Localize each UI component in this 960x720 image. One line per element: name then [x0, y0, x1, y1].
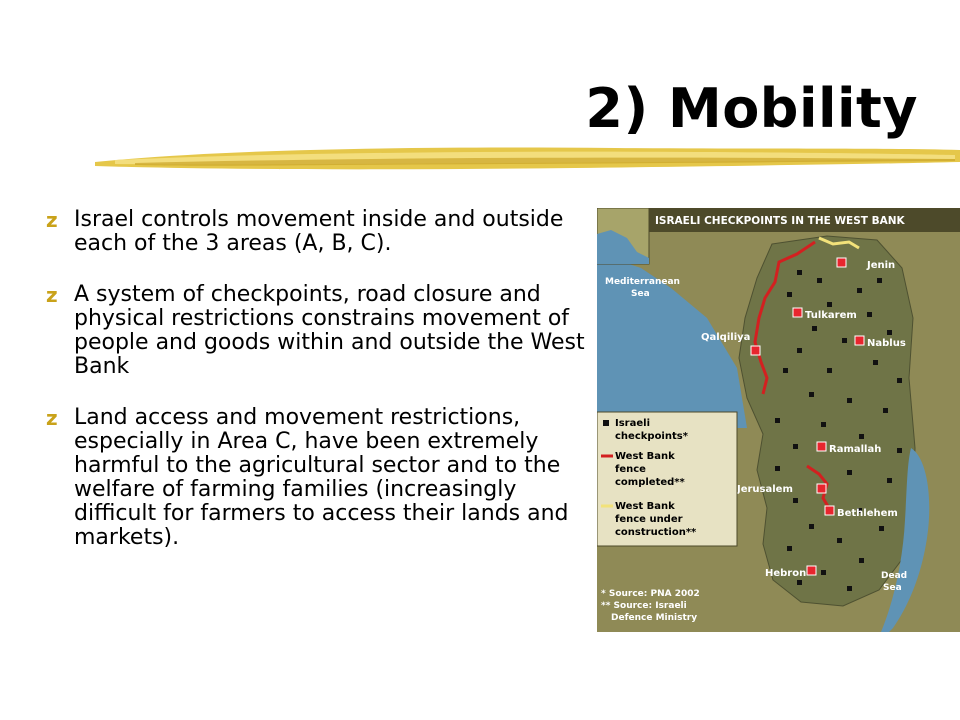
dead-sea-label: Dead — [881, 571, 908, 581]
city-label-jerusalem: Jerusalem — [737, 484, 793, 495]
svg-text:completed**: completed** — [615, 477, 685, 488]
city-label-nablus: Nablus — [867, 338, 906, 349]
bullet-text: Israel controls movement inside and outside each of the 3 areas (A, B, C). — [74, 207, 564, 256]
map-legend — [597, 412, 737, 546]
city-label-tulkarem: Tulkarem — [805, 310, 857, 321]
svg-text:fence under: fence under — [615, 514, 683, 525]
bullet-marker: z — [46, 283, 58, 307]
bullet-item — [46, 208, 586, 256]
title-underline-brush — [95, 140, 960, 176]
bullet-text: A system of checkpoints, road closure and physical restrictions constrains movement of people and goods within and outside the West Bank — [74, 282, 585, 379]
bullet-item — [46, 406, 586, 550]
bullet-list — [46, 208, 586, 577]
map-sources — [601, 589, 700, 623]
dead-sea-label: Sea — [883, 583, 902, 593]
svg-text:checkpoints*: checkpoints* — [615, 431, 688, 442]
checkpoints-map — [597, 208, 960, 632]
map-heading: ISRAELI CHECKPOINTS IN THE WEST BANK — [655, 215, 905, 227]
source-note: ** Source: Israeli — [601, 601, 687, 611]
slide-title: 2) Mobility — [585, 77, 918, 140]
svg-text:fence: fence — [615, 464, 646, 475]
source-note: * Source: PNA 2002 — [601, 589, 700, 599]
source-note: Defence Ministry — [611, 613, 698, 623]
city-label-bethlehem: Bethlehem — [837, 508, 898, 519]
bullet-marker: z — [46, 406, 58, 430]
bullet-text: Land access and movement restrictions, especially in Area C, have been extremely harmful to the agricultural sector and to the welfare of farming families (increasingly difficult for farmers to access their lands and markets). — [74, 405, 569, 550]
west-bank-territory — [739, 236, 915, 606]
city-label-qalqiliya: Qalqiliya — [701, 332, 751, 343]
legend-fence-completed: West Bank — [615, 451, 675, 462]
bullet-item — [46, 283, 586, 379]
city-label-jenin: Jenin — [867, 260, 896, 271]
city-label-hebron: Hebron — [765, 568, 807, 579]
sea-label: Sea — [631, 289, 650, 299]
svg-text:construction**: construction** — [615, 527, 697, 538]
sea-label: Mediterranean — [605, 277, 680, 287]
legend-fence-construction: West Bank — [615, 501, 675, 512]
bullet-marker: z — [46, 208, 58, 232]
legend-checkpoints: Israeli — [615, 418, 650, 429]
city-label-ramallah: Ramallah — [829, 444, 882, 455]
